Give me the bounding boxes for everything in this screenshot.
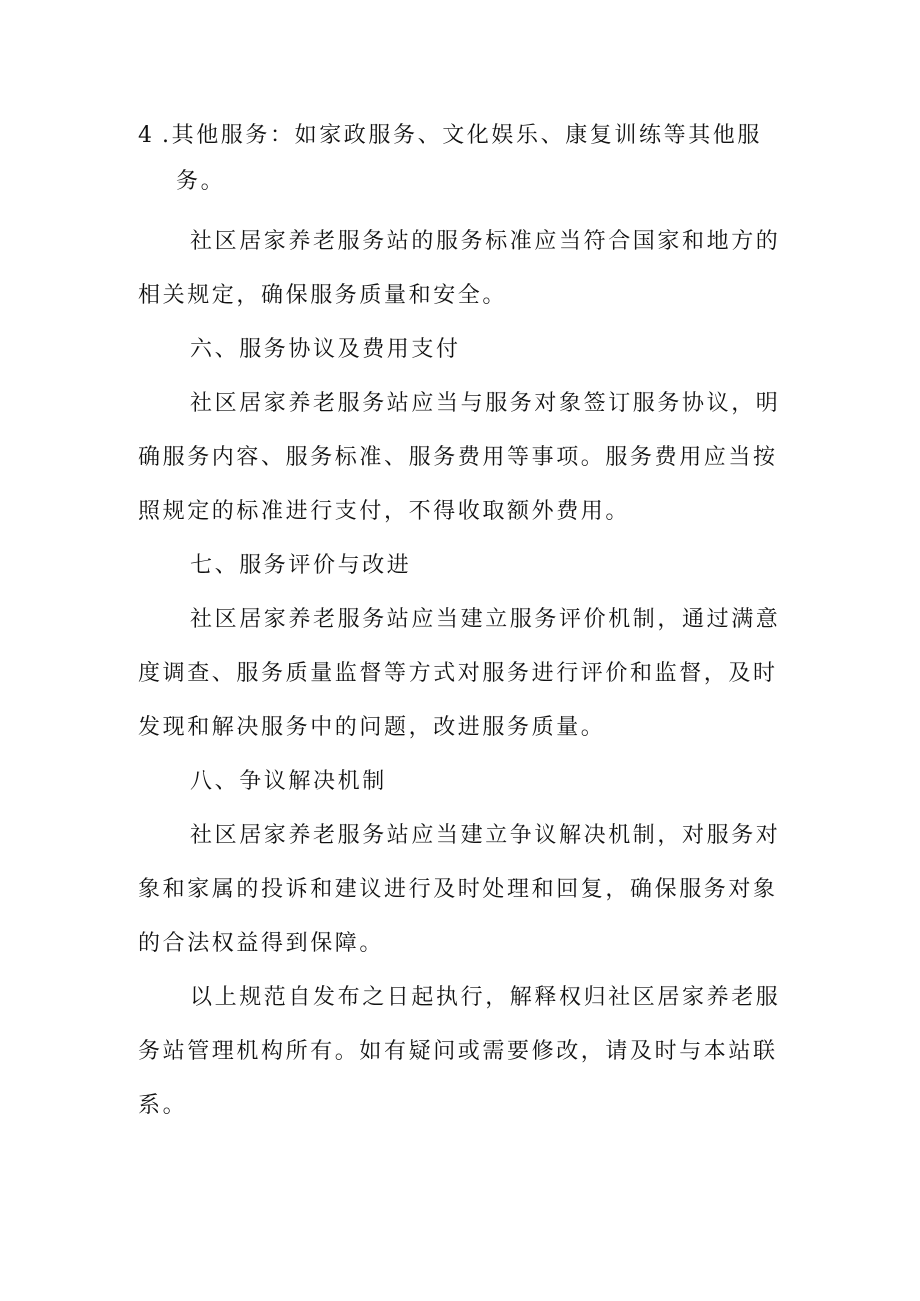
paragraph-closing-statement: 以上规范自发布之日起执行，解释权归社区居家养老服务站管理机构所有。如有疑问或需要修改，请及时与本站联系。 — [138, 985, 781, 1118]
list-item-4 — [138, 113, 798, 205]
section-heading-8: 八、争议解决机制 — [190, 769, 387, 794]
list-item-number: 4 — [138, 123, 155, 148]
section-heading-7: 七、服务评价与改进 — [190, 553, 412, 578]
list-item-continuation: 务。 — [176, 169, 226, 194]
paragraph-service-evaluation: 社区居家养老服务站应当建立服务评价机制，通过满意度调查、服务质量监督等方式对服务进行评价和监督，及时发现和解决服务中的问题，改进服务质量。 — [138, 607, 781, 740]
paragraph-service-agreement: 社区居家养老服务站应当与服务对象签订服务协议，明确服务内容、服务标准、服务费用等事项。服务费用应当按照规定的标准进行支付，不得收取额外费用。 — [138, 391, 781, 524]
paragraph-service-standards: 社区居家养老服务站的服务标准应当符合国家和地方的相关规定，确保服务质量和安全。 — [138, 229, 781, 308]
paragraph-dispute-resolution: 社区居家养老服务站应当建立争议解决机制，对服务对象和家属的投诉和建议进行及时处理和回复，确保服务对象的合法权益得到保障。 — [138, 823, 781, 956]
list-item-text: .其他服务：如家政服务、文化娱乐、康复训练等其他服 — [162, 123, 762, 148]
section-heading-6: 六、服务协议及费用支付 — [190, 337, 461, 362]
